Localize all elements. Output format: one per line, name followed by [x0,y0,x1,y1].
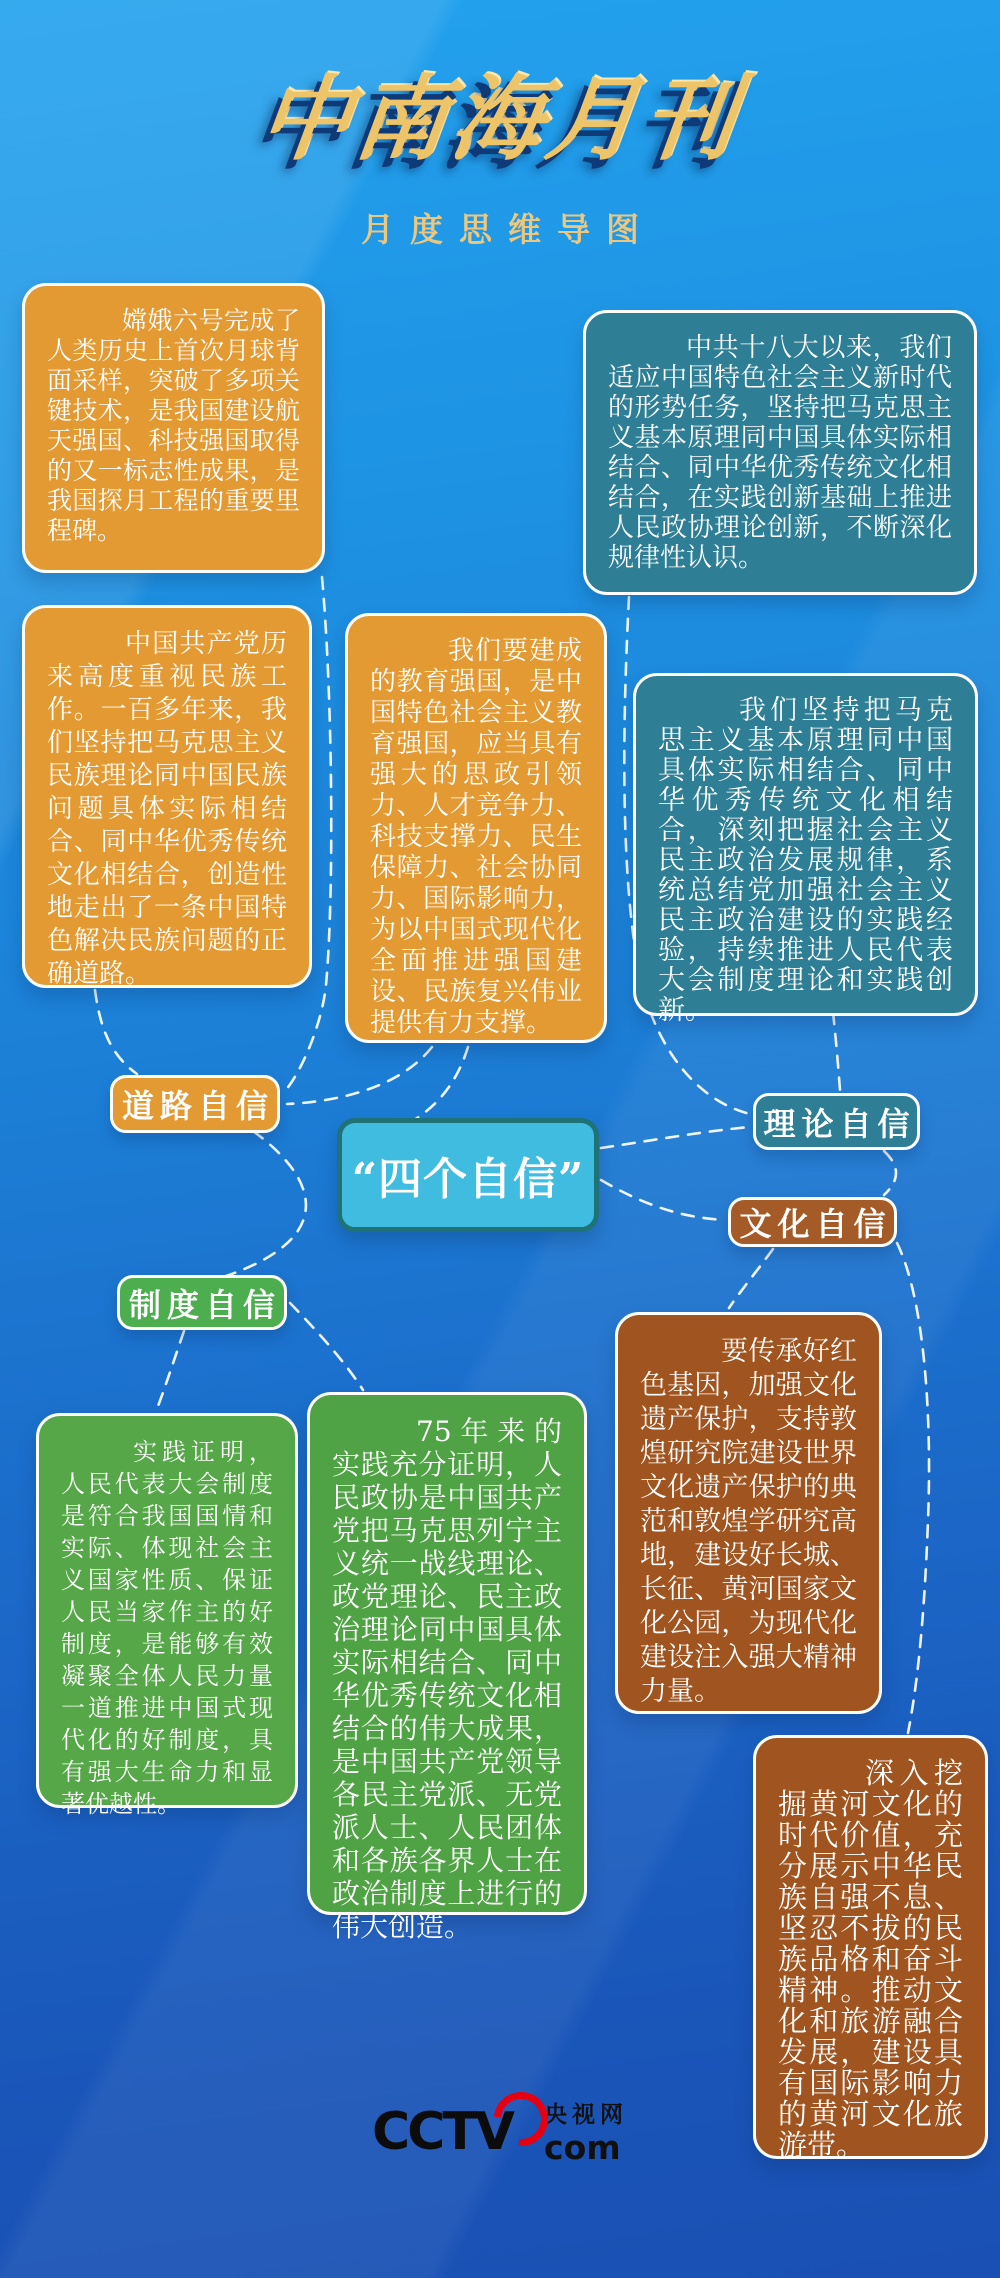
branch-label-wenhua: 文化自信 [728,1197,897,1247]
note-cppcc-theory [583,310,977,595]
note-chang-e-moon [22,283,325,573]
note-text: 75年来的实践充分证明，人民政协是中国共产党把马克思列宁主义统一战线理论、政党理论、民主政治理论同中国具体实际相结合、同中华优秀传统文化相结合的伟大成果，是中国共产党领导各民主党派、无党派人士、人民团体和各族各界人士在政治制度上进行的伟大创造。 [332,1415,562,1943]
note-text: 深入挖掘黄河文化的时代价值，充分展示中华民族自强不息、坚忍不拔的民族品格和奋斗精神。推动文化和旅游融合发展，建设具有国际影响力的黄河文化旅游带。 [778,1756,963,2162]
note-yellow-river-culture [753,1735,988,2162]
note-red-gene-heritage [615,1312,882,1714]
note-text: 我们要建成的教育强国，是中国特色社会主义教育强国，应当具有强大的思政引领力、人才竞争力、科技支撑力、民生保障力、社会协同力、国际影响力，为以中国式现代化全面推进强国建设、民族复兴伟业提供有力支撑。 [370,636,582,1038]
note-education-power [345,613,607,1043]
branch-label-lilun: 理论自信 [753,1093,920,1150]
connector-wenhua-to-yellow [897,1243,929,1733]
connector-wenhua-to-redgene [729,1249,773,1308]
branch-label-daolu: 道路自信 [110,1075,280,1133]
cctv-domain-suffix: com [544,2128,621,2167]
note-npc-system [36,1413,298,1818]
header [0,46,1000,251]
connector-edu-to-daolu [287,1047,432,1104]
note-text: 嫦娥六号完成了人类历史上首次月球背面采样，突破了多项关键技术，是我国建设航天强国、科技强国取得的又一标志性成果，是我国探月工程的重要里程碑。 [47,306,300,545]
note-text: 要传承好红色基因，加强文化遗产保护，支持敦煌研究院建设世界文化遗产保护的典范和敦煌学研究高地，建设好长城、长征、黄河国家文化公园，为现代化建设注入强大精神力量。 [640,1336,857,1707]
connector-zhidu-to-npcsys [157,1331,184,1409]
cctv-site-name: 央视网 [544,2101,629,2128]
note-text: 实践证明，人民代表大会制度是符合我国国情和实际、体现社会主义国家性质、保证人民当家作主的好制度，是能够有效凝聚全体人民力量一道推进中国式现代化的好制度，具有强大生命力和显著优越性。 [61,1438,273,1818]
page-title: 中南海月刊 [252,65,746,173]
cctv-wordmark: CCTV [371,2102,513,2162]
note-ethnic-work [22,605,312,988]
connector-zhidu-to-75years [290,1303,363,1390]
branch-label-zhidu: 制度自信 [117,1275,287,1330]
page-subtitle: 月度思维导图 [361,210,655,249]
connector-center-to-wenhua [601,1180,725,1220]
note-cppcc-75-years [307,1392,587,1943]
connector-ethnic-to-daolu [95,990,137,1074]
note-text: 中国共产党历来高度重视民族工作。一百多年来，我们坚持把马克思主义民族理论同中国民族问题具体实际相结合、同中华优秀传统文化相结合，创造性地走出了一条中国特色解决民族问题的正确道路。 [47,629,287,989]
connector-center-to-lilun [601,1127,750,1148]
note-text: 中共十八大以来，我们适应中国特色社会主义新时代的形势任务，坚持把马克思主义基本原理同中国具体实际相结合、同中华优秀传统文化相结合，在实践创新基础上推进人民政协理论创新，不断深化规律性认识。 [608,333,952,573]
cctv-logo [371,2100,629,2167]
connector-center-to-zhidu [226,1131,306,1276]
center-node-four-confidences: “四个自信” [337,1118,599,1232]
connector-lilun-to-wenhua [884,1151,896,1195]
note-npc-theory [633,673,978,1026]
note-text: 我们坚持把马克思主义基本原理同中国具体实际相结合、同中华优秀传统文化相结合，深刻把握社会主义民主政治发展规律，系统总结党加强社会主义民主政治建设的实践经验，持续推进人民代表大会制度理论和实践创新。 [658,695,953,1026]
